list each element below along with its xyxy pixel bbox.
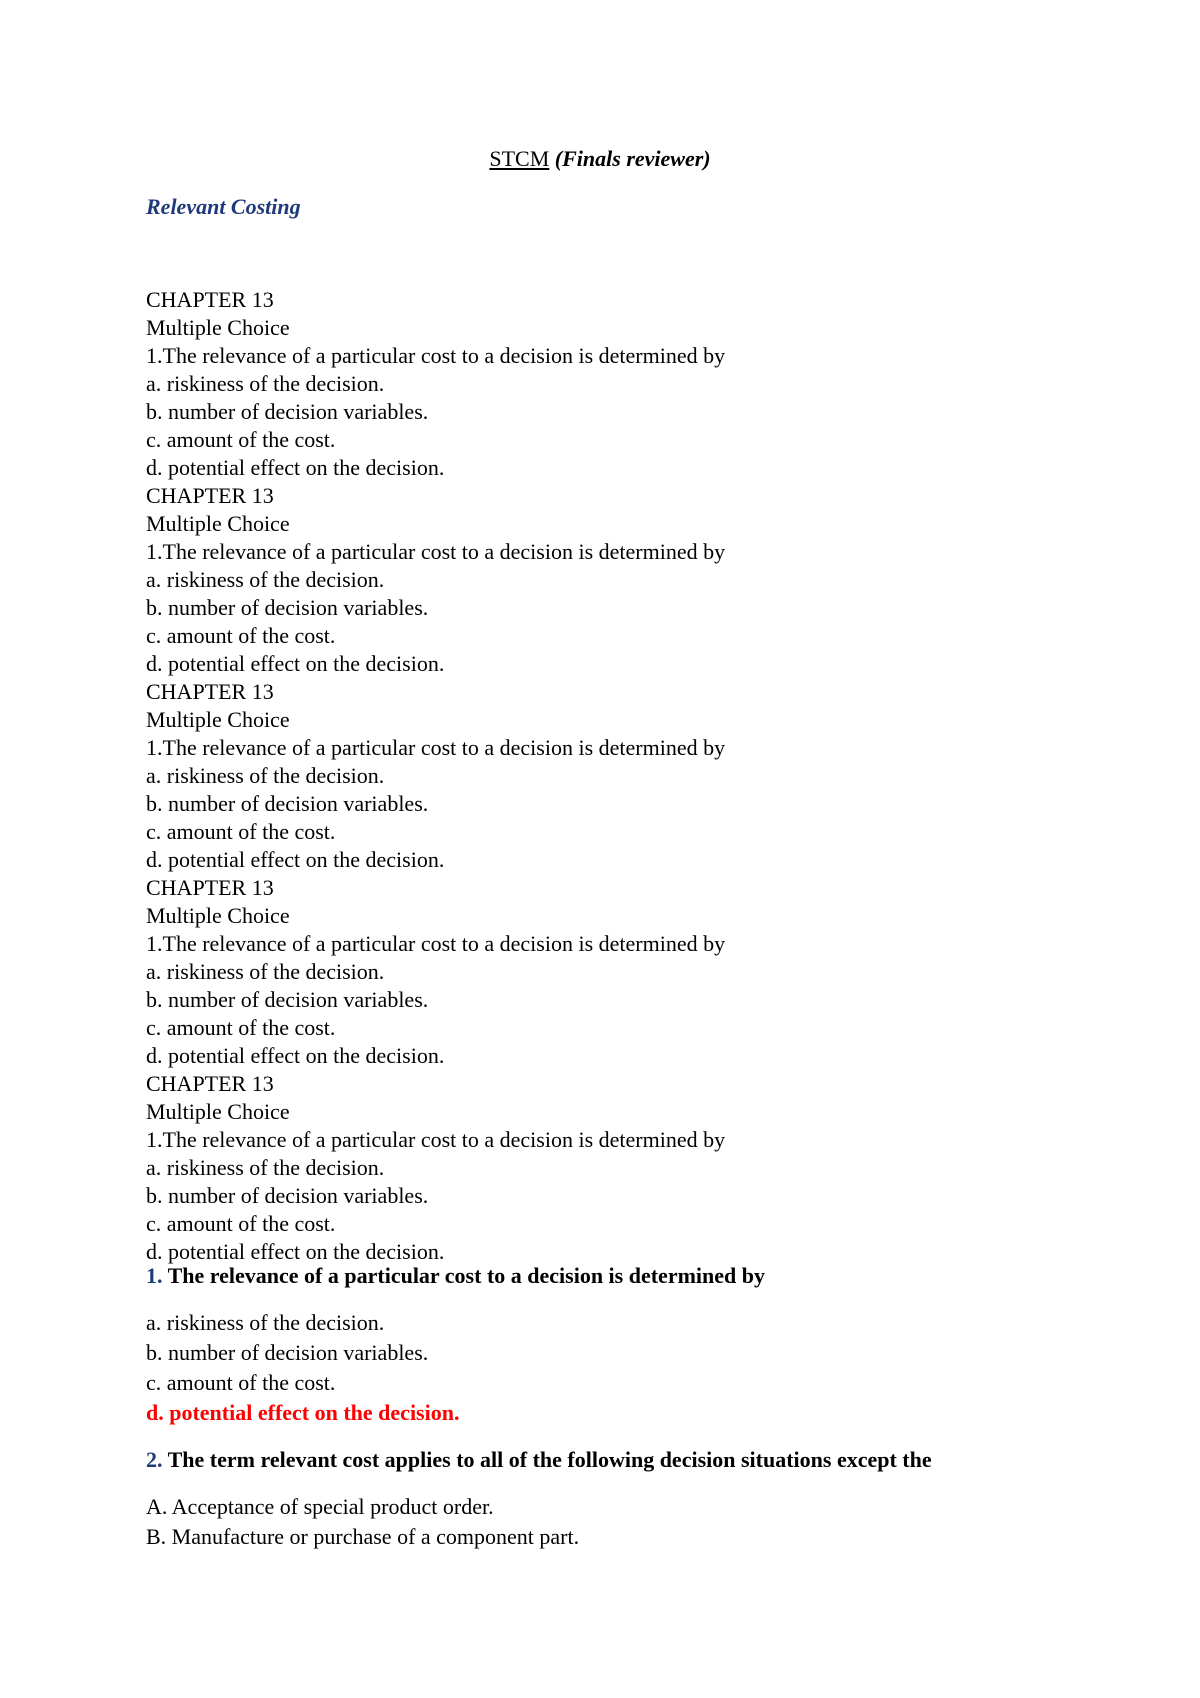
question-1-option-c: c. amount of the cost. <box>146 1370 336 1395</box>
option-c: c. amount of the cost. <box>146 427 336 452</box>
question-text: 1.The relevance of a particular cost to a decision is determined by <box>146 539 726 564</box>
option-b: b. number of decision variables. <box>146 1183 429 1208</box>
question-1-text: The relevance of a particular cost to a decision is determined by <box>162 1263 765 1288</box>
option-b: b. number of decision variables. <box>146 791 429 816</box>
option-d: d. potential effect on the decision. <box>146 847 445 872</box>
title-sub: (Finals reviewer) <box>554 146 711 171</box>
question-type: Multiple Choice <box>146 707 290 732</box>
question-2-number: 2. <box>146 1447 163 1472</box>
question-2-text: The term relevant cost applies to all of the following decision situations except the <box>162 1447 932 1472</box>
question-2-option-b: B. Manufacture or purchase of a component part. <box>146 1524 580 1549</box>
question-text: 1.The relevance of a particular cost to a decision is determined by <box>146 931 726 956</box>
question-1-option-a: a. riskiness of the decision. <box>146 1310 385 1335</box>
option-d: d. potential effect on the decision. <box>146 455 445 480</box>
chapter-label: CHAPTER 13 <box>146 1071 274 1096</box>
option-c: c. amount of the cost. <box>146 1211 336 1236</box>
option-c: c. amount of the cost. <box>146 623 336 648</box>
question-text: 1.The relevance of a particular cost to a decision is determined by <box>146 735 726 760</box>
question-type: Multiple Choice <box>146 1099 290 1124</box>
option-c: c. amount of the cost. <box>146 819 336 844</box>
chapter-label: CHAPTER 13 <box>146 483 274 508</box>
question-1-number: 1. <box>146 1263 163 1288</box>
chapter-label: CHAPTER 13 <box>146 875 274 900</box>
question-text: 1.The relevance of a particular cost to a decision is determined by <box>146 1127 726 1152</box>
option-a: a. riskiness of the decision. <box>146 763 385 788</box>
chapter-label: CHAPTER 13 <box>146 679 274 704</box>
repeated-question-blocks <box>146 286 725 1266</box>
option-a: a. riskiness of the decision. <box>146 567 385 592</box>
option-a: a. riskiness of the decision. <box>146 959 385 984</box>
option-b: b. number of decision variables. <box>146 399 429 424</box>
question-1 <box>146 1262 765 1290</box>
option-d: d. potential effect on the decision. <box>146 1043 445 1068</box>
option-b: b. number of decision variables. <box>146 595 429 620</box>
question-type: Multiple Choice <box>146 511 290 536</box>
option-a: a. riskiness of the decision. <box>146 1155 385 1180</box>
question-2 <box>146 1446 932 1474</box>
question-2-option-a: A. Acceptance of special product order. <box>146 1494 494 1519</box>
section-title: Relevant Costing <box>146 194 301 219</box>
option-c: c. amount of the cost. <box>146 1015 336 1040</box>
option-b: b. number of decision variables. <box>146 987 429 1012</box>
chapter-label: CHAPTER 13 <box>146 287 274 312</box>
question-text: 1.The relevance of a particular cost to a decision is determined by <box>146 343 726 368</box>
option-a: a. riskiness of the decision. <box>146 371 385 396</box>
question-1-option-b: b. number of decision variables. <box>146 1340 429 1365</box>
option-d: d. potential effect on the decision. <box>146 651 445 676</box>
document-title <box>0 145 1200 173</box>
question-type: Multiple Choice <box>146 315 290 340</box>
option-d: d. potential effect on the decision. <box>146 1239 445 1264</box>
question-type: Multiple Choice <box>146 903 290 928</box>
question-1-option-d-answer: d. potential effect on the decision. <box>146 1400 460 1425</box>
title-main: STCM <box>489 146 550 171</box>
